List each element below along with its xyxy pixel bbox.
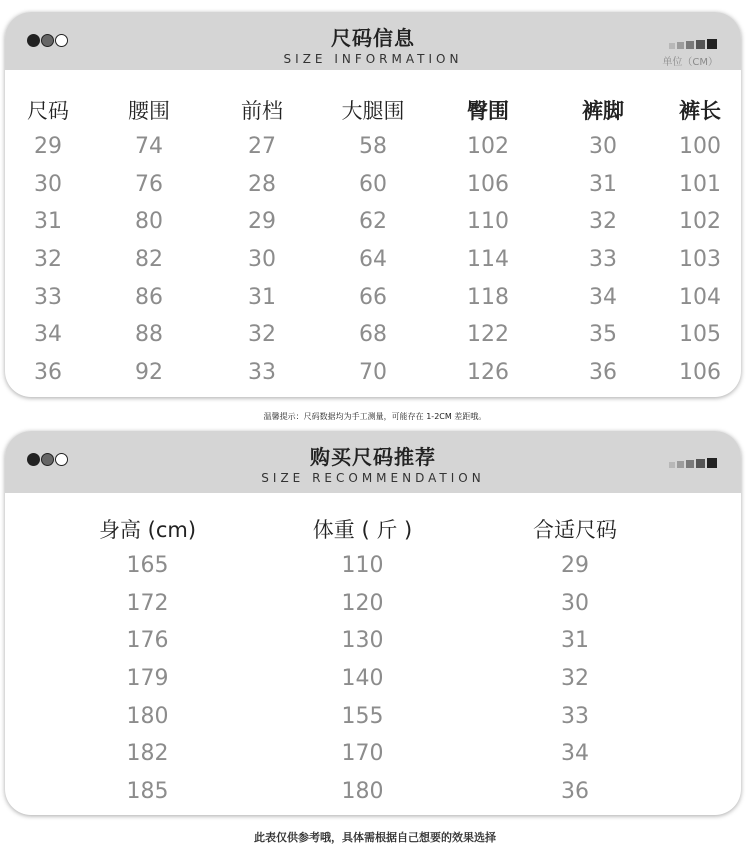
size-header-cell: 尺码 (27, 99, 69, 123)
size-cell: 34 (589, 284, 617, 310)
rec-cell: 165 (126, 553, 169, 579)
size-cell: 102 (679, 209, 721, 235)
measurement-note: 温馨提示：尺码数据均为手工测量，可能存在 1-2CM 差距哦。 (263, 412, 487, 421)
size-cell: 64 (359, 247, 387, 273)
rec-cell: 176 (126, 628, 169, 654)
size-cell: 30 (248, 247, 276, 273)
size-cell: 106 (679, 359, 721, 385)
size-cell: 36 (589, 359, 617, 385)
rec-cell: 34 (561, 741, 589, 767)
table-row (65, 547, 655, 585)
size-cell: 68 (359, 322, 387, 348)
rec-header-cell: 体重 ( 斤 ) (312, 518, 413, 542)
size-cell: 66 (359, 284, 387, 310)
rec-cell: 36 (561, 778, 589, 804)
size-cell: 27 (248, 134, 276, 160)
table-row (5, 354, 741, 392)
size-cell: 76 (135, 171, 163, 197)
table-row (65, 585, 655, 623)
size-cell: 36 (34, 359, 62, 385)
size-cell: 34 (34, 322, 62, 348)
rec-cell: 180 (126, 703, 169, 729)
size-cell: 122 (467, 322, 509, 348)
rec-cell: 30 (561, 590, 589, 616)
size-cell: 62 (359, 209, 387, 235)
size-cell: 118 (467, 284, 509, 310)
size-cell: 33 (34, 284, 62, 310)
table-row (65, 735, 655, 773)
table-row (5, 241, 741, 279)
size-cell: 104 (679, 284, 721, 310)
size-cell: 30 (34, 171, 62, 197)
size-cell: 92 (135, 359, 163, 385)
rec-cell: 180 (341, 778, 384, 804)
rec-cell: 120 (341, 590, 384, 616)
recommendation-subtitle: SIZE RECOMMENDATION (261, 471, 485, 485)
recommendation-card (5, 431, 741, 815)
size-cell: 106 (467, 171, 509, 197)
size-cell: 29 (34, 134, 62, 160)
rec-cell: 185 (126, 778, 169, 804)
table-row (5, 316, 741, 354)
rec-cell: 182 (126, 741, 169, 767)
size-cell: 30 (589, 134, 617, 160)
size-cell: 100 (679, 134, 721, 160)
size-cell: 80 (135, 209, 163, 235)
table-row (5, 128, 741, 166)
size-table (5, 92, 741, 391)
rec-cell: 155 (341, 703, 384, 729)
table-row (65, 773, 655, 811)
rec-header-cell: 合适尺码 (533, 518, 617, 542)
size-cell: 114 (467, 247, 509, 273)
table-row (5, 166, 741, 204)
size-cell: 103 (679, 247, 721, 273)
rec-cell: 179 (126, 666, 169, 692)
rec-cell: 172 (126, 590, 169, 616)
size-cell: 101 (679, 171, 721, 197)
rec-cell: 32 (561, 666, 589, 692)
size-header-cell: 大腿围 (341, 99, 405, 123)
size-header-cell: 前档 (241, 99, 283, 123)
rec-cell: 31 (561, 628, 589, 654)
size-cell: 35 (589, 322, 617, 348)
size-cell: 82 (135, 247, 163, 273)
size-cell: 126 (467, 359, 509, 385)
size-cell: 110 (467, 209, 509, 235)
size-info-subtitle: SIZE INFORMATION (283, 52, 463, 66)
rec-cell: 33 (561, 703, 589, 729)
size-header-cell: 臀围 (467, 99, 509, 123)
rec-cell: 130 (341, 628, 384, 654)
table-row (65, 622, 655, 660)
size-header-cell: 裤脚 (582, 99, 624, 123)
size-cell: 32 (589, 209, 617, 235)
size-info-title: 尺码信息 (331, 26, 415, 50)
size-info-card (5, 12, 741, 397)
table-row (5, 203, 741, 241)
size-cell: 60 (359, 171, 387, 197)
decorative-squares-icon (667, 39, 717, 49)
size-header-cell: 腰围 (128, 99, 170, 123)
recommendation-table (65, 511, 655, 810)
size-cell: 88 (135, 322, 163, 348)
table-row (5, 278, 741, 316)
rec-cell: 170 (341, 741, 384, 767)
size-cell: 74 (135, 134, 163, 160)
size-cell: 28 (248, 171, 276, 197)
recommendation-title: 购买尺码推荐 (310, 445, 436, 469)
size-info-header (5, 12, 741, 70)
size-cell: 58 (359, 134, 387, 160)
unit-label: 单位（CM） (662, 57, 718, 68)
rec-cell: 29 (561, 553, 589, 579)
size-cell: 31 (589, 171, 617, 197)
size-cell: 32 (34, 247, 62, 273)
footer-note: 此表仅供参考哦，具体需根据自己想要的效果选择 (254, 831, 496, 844)
size-cell: 32 (248, 322, 276, 348)
size-cell: 86 (135, 284, 163, 310)
size-cell: 31 (34, 209, 62, 235)
rec-header-cell: 身高 (cm) (98, 518, 197, 542)
rec-cell: 110 (341, 553, 384, 579)
size-cell: 105 (679, 322, 721, 348)
size-cell: 33 (248, 359, 276, 385)
size-cell: 29 (248, 209, 276, 235)
size-cell: 70 (359, 359, 387, 385)
size-header-cell: 裤长 (679, 99, 721, 123)
size-cell: 31 (248, 284, 276, 310)
size-cell: 33 (589, 247, 617, 273)
table-row (65, 660, 655, 698)
rec-cell: 140 (341, 666, 384, 692)
decorative-squares-icon (667, 458, 717, 468)
size-cell: 102 (467, 134, 509, 160)
recommendation-header (5, 431, 741, 493)
table-row (65, 697, 655, 735)
